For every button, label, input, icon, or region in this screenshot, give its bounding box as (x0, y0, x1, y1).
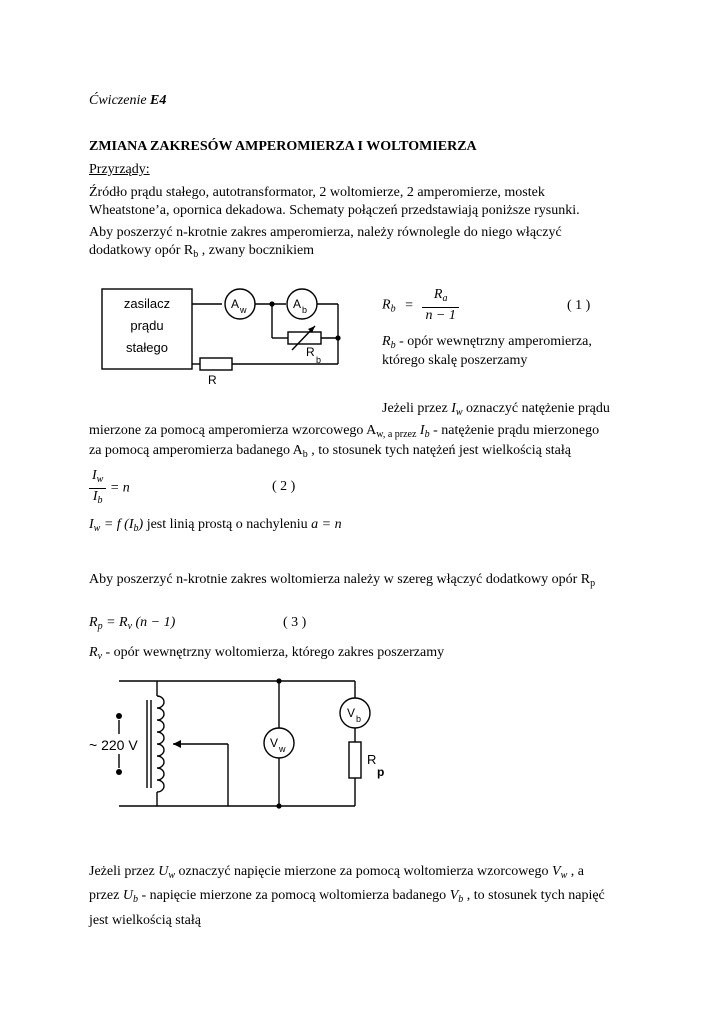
subscript: w (455, 407, 463, 418)
ammeter-ab-label: A (293, 297, 302, 311)
subscript: b (133, 523, 139, 534)
text-run: Jeżeli przez (89, 864, 159, 879)
subscript: w (168, 870, 175, 881)
eq-symbol: R (89, 645, 98, 660)
eq-symbol: = R (102, 615, 128, 630)
text-run: jest linią prostą o nachyleniu (143, 517, 312, 532)
instruments-line-1: Źródło prądu stałego, autotransformator, 2 woltomierze, 2 amperomierze, mostek (89, 185, 545, 200)
voltage-paragraph-line-3: jest wielkością stałą (89, 913, 201, 928)
voltage-paragraph-line-2 (89, 887, 605, 909)
subscript: b (390, 340, 396, 351)
instruments-heading: Przyrządy: (89, 162, 150, 177)
equation-2 (89, 468, 130, 509)
eq-symbol: I (92, 468, 97, 483)
eq3-description (89, 644, 444, 666)
series-resistor-rp (349, 742, 361, 778)
eq-symbol: U (122, 888, 133, 903)
text-run: mierzone za pomocą amperomierza wzorcowego A (89, 423, 377, 438)
subscript: b (458, 894, 464, 905)
text-run: Jeżeli przez (382, 401, 452, 416)
exercise-prefix: Ćwiczenie (89, 93, 147, 108)
supply-label-3: stałego (126, 340, 168, 355)
ammeter-aw-label: A (231, 297, 240, 311)
source-220v-label: ~ 220 V (89, 737, 138, 753)
supply-label-2: prądu (130, 318, 164, 333)
ammeter-intro-line-1: Aby poszerzyć n-krotnie zakres amperomierza, należy równolegle do niego włączyć (89, 225, 562, 240)
current-paragraph-line-2 (89, 422, 599, 444)
eq-symbol: R (433, 287, 443, 302)
subscript: a (442, 293, 448, 304)
eq-symbol: (n − 1) (132, 615, 176, 630)
equation-1 (382, 287, 459, 324)
supply-label-1: zasilacz (123, 296, 171, 311)
linear-relation (89, 516, 342, 538)
subscript: w (560, 870, 568, 881)
exercise-header (89, 92, 166, 110)
text-run: , zwany bocznikiem (198, 243, 315, 258)
subscript: p (97, 621, 103, 632)
text-run: Aby poszerzyć n-krotnie zakres woltomierza należy w szereg włączyć dodatkowy opór R (89, 572, 591, 587)
voltmeter-vw-sub: w (279, 744, 286, 754)
subscript: w (93, 523, 101, 534)
shunt-label: R (306, 345, 315, 359)
ammeter-ab-sub: b (302, 305, 308, 315)
eq-symbol: I (128, 517, 134, 532)
denominator: n − 1 (425, 308, 456, 323)
subscript: v (127, 621, 133, 632)
eq1-description-line-2: którego skalę poszerzamy (382, 353, 528, 368)
eq-symbol: = f ( (100, 517, 129, 532)
text-run: , a (567, 864, 584, 879)
current-paragraph-line-1 (382, 400, 610, 422)
fraction (89, 468, 106, 509)
text-run: , to stosunek tych napięć (463, 888, 605, 903)
text-run: przez (89, 888, 123, 903)
text-run: oznaczyć napięcie mierzone za pomocą woltomierza wzorcowego (174, 864, 553, 879)
ammeter-aw-sub: w (240, 305, 247, 315)
ammeter-intro-line-2 (89, 242, 314, 264)
equation-1-number: ( 1 ) (567, 298, 591, 313)
text-run: dodatkowy opór R (89, 243, 194, 258)
voltmeter-vw-label: V (270, 736, 279, 750)
eq-symbol: R (382, 334, 391, 349)
eq-symbol: V (552, 864, 561, 879)
subscript: w, a przez (376, 429, 417, 440)
equals-sign: = (405, 297, 413, 313)
eq-symbol: I (419, 423, 425, 438)
shunt-sub: b (316, 355, 322, 365)
eq-symbol: R (382, 297, 391, 313)
subscript: v (97, 651, 103, 662)
voltage-paragraph-line-1 (89, 863, 584, 885)
current-paragraph-line-3 (89, 442, 571, 464)
eq-rhs: = n (109, 480, 130, 496)
subscript: b (302, 449, 308, 460)
shunt-resistor (288, 332, 321, 344)
eq-symbol: I (451, 401, 456, 416)
fraction (422, 287, 458, 324)
subscript: b (132, 894, 138, 905)
equation-2-number: ( 2 ) (272, 479, 296, 494)
resistor-rp-label: R (367, 752, 377, 767)
eq-symbol: a = n (311, 517, 342, 532)
subscript: w (96, 474, 104, 485)
text-run: za pomocą amperomierza badanego A (89, 443, 303, 458)
resistor-r-label: R (208, 373, 217, 387)
eq-symbol: ) (138, 517, 144, 532)
subscript: b (193, 249, 199, 260)
numerator (89, 468, 106, 489)
eq-symbol: I (92, 489, 98, 504)
voltmeter-vb-sub: b (356, 714, 362, 724)
eq-symbol: V (449, 888, 459, 903)
eq-symbol: R (89, 615, 98, 630)
denominator (89, 489, 106, 509)
document-title: ZMIANA ZAKRESÓW AMPEROMIERZA I WOLTOMIERZA (89, 139, 477, 154)
subscript: b (97, 495, 103, 506)
voltmeter-series-circuit (85, 670, 405, 830)
voltmeter-intro (89, 571, 595, 593)
text-run: - opór wewnętrzny amperomierza, (395, 334, 592, 349)
equation-3 (89, 614, 175, 636)
resistor-rp-sub: p (377, 765, 385, 779)
voltmeter-vb-label: V (347, 706, 356, 720)
text-run: - natężenie prądu mierzonego (429, 423, 600, 438)
text-run: oznaczyć natężenie prądu (462, 401, 610, 416)
exercise-code: E4 (150, 93, 167, 108)
subscript: p (590, 578, 596, 589)
subscript: b (424, 429, 430, 440)
eq-symbol: I (89, 517, 94, 532)
text-run: - opór wewnętrzny woltomierza, którego zakres poszerzamy (102, 645, 445, 660)
eq-symbol: U (158, 864, 169, 879)
instruments-line-2: Wheatstone’a, opornica dekadowa. Schematy połączeń przedstawiają poniższe rysunki. (89, 203, 580, 218)
subscript: b (390, 303, 396, 315)
series-resistor-r (200, 358, 232, 370)
text-run: , to stosunek tych natężeń jest wielkością stałą (307, 443, 572, 458)
text-run: - napięcie mierzone za pomocą woltomierza badanego (137, 888, 450, 903)
ammeter-shunt-circuit (100, 280, 360, 390)
equation-3-number: ( 3 ) (283, 615, 307, 630)
numerator (422, 287, 458, 308)
